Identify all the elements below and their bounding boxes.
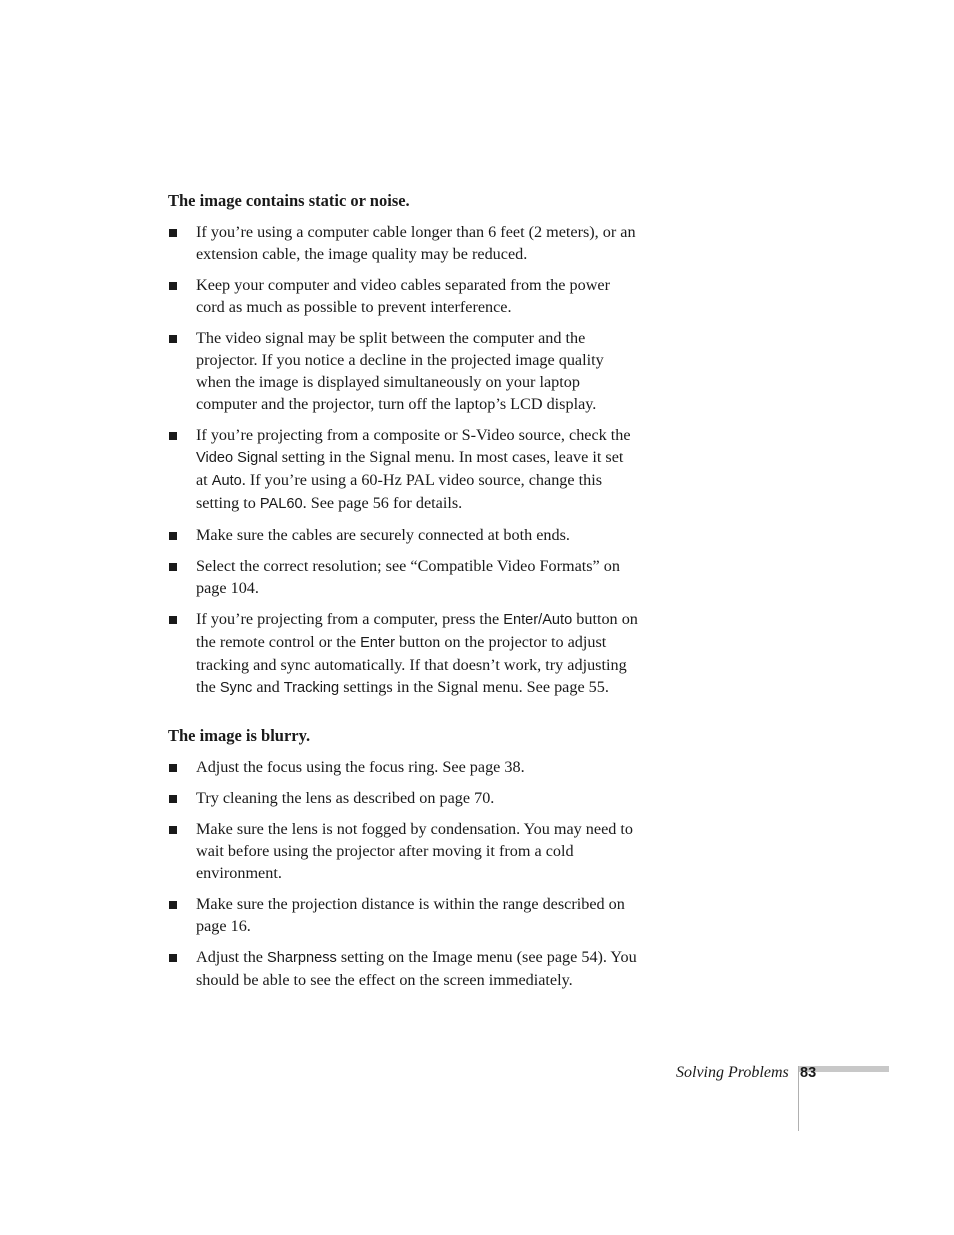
square-bullet-icon [169, 563, 177, 571]
footer-section-label: Solving Problems [676, 1064, 789, 1081]
list-item: Make sure the lens is not fogged by condensation. You may need to wait before using the projector after moving it from a cold environment. [168, 818, 638, 884]
list-item: The video signal may be split between the computer and the projector. If you notice a decline in the projected image quality when the image is displayed simultaneously on your laptop computer and the projector, turn off the laptop’s LCD display. [168, 327, 638, 415]
list-item: If you’re using a computer cable longer than 6 feet (2 meters), or an extension cable, the image quality may be reduced. [168, 221, 638, 265]
page-number: 83 [800, 1065, 817, 1081]
square-bullet-icon [169, 826, 177, 834]
blurry-list [168, 756, 638, 991]
square-bullet-icon [169, 616, 177, 624]
menu-setting-name: Tracking [283, 680, 340, 696]
footer-divider [798, 1066, 799, 1131]
square-bullet-icon [169, 229, 177, 237]
menu-setting-value: Auto [211, 473, 242, 489]
list-item: Make sure the projection distance is within the range described on page 16. [168, 893, 638, 937]
list-item: If you’re projecting from a computer, press the Enter/Auto button on the remote control or the Enter button on the projector to adjust tracking and sync automatically. If that doesn’t work, try adjusting the Sync and Tracking settings in the Signal menu. See page 55. [168, 608, 638, 699]
page-content [168, 190, 638, 1000]
square-bullet-icon [169, 901, 177, 909]
list-item: Make sure the cables are securely connected at both ends. [168, 524, 638, 546]
square-bullet-icon [169, 432, 177, 440]
menu-setting-name: Sync [219, 680, 253, 696]
list-item: Adjust the Sharpness setting on the Image menu (see page 54). You should be able to see the effect on the screen immediately. [168, 946, 638, 991]
section-heading-static-noise: The image contains static or noise. [168, 191, 410, 210]
square-bullet-icon [169, 954, 177, 962]
square-bullet-icon [169, 532, 177, 540]
static-noise-list [168, 221, 638, 699]
list-item: If you’re projecting from a composite or S-Video source, check the Video Signal setting in the Signal menu. In most cases, leave it set at Auto. If you’re using a 60-Hz PAL video source, change this setting to PAL60. See page 56 for details. [168, 424, 638, 515]
square-bullet-icon [169, 764, 177, 772]
list-item: Adjust the focus using the focus ring. See page 38. [168, 756, 638, 778]
square-bullet-icon [169, 795, 177, 803]
button-name: Enter [360, 635, 395, 651]
section-heading-blurry: The image is blurry. [168, 726, 311, 745]
list-item: Try cleaning the lens as described on page 70. [168, 787, 638, 809]
square-bullet-icon [169, 282, 177, 290]
menu-setting-name: Video Signal [196, 450, 278, 466]
menu-setting-name: Sharpness [267, 950, 337, 966]
list-item: Keep your computer and video cables separated from the power cord as much as possible to prevent interference. [168, 274, 638, 318]
menu-setting-value: PAL60 [259, 496, 303, 512]
list-item: Select the correct resolution; see “Compatible Video Formats” on page 104. [168, 555, 638, 599]
button-name: Enter/Auto [503, 612, 573, 628]
square-bullet-icon [169, 335, 177, 343]
